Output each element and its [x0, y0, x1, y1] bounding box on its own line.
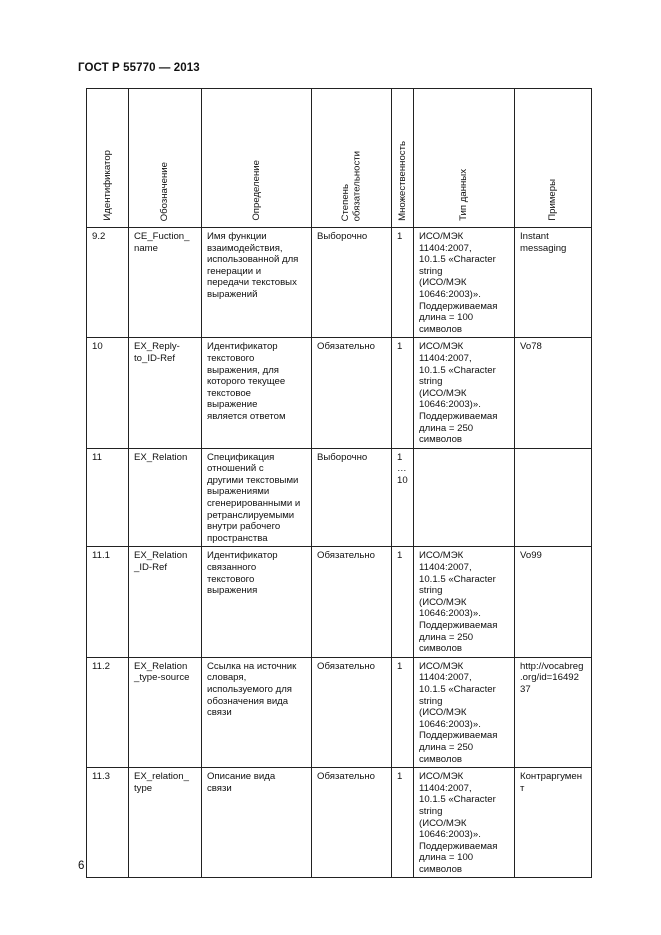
table-cell: EX_Relation: [129, 448, 202, 547]
table-row: [87, 547, 592, 657]
table-cell: ИСО/МЭК 11404:2007, 10.1.5 «Character string (ИСО/МЭК 10646:2003)». Поддерживаемая длина = 100 символов: [414, 768, 515, 878]
document-header: ГОСТ Р 55770 — 2013: [78, 62, 200, 74]
table-cell: Идентификатор связанного текстового выражения: [202, 547, 312, 657]
table-cell: Спецификация отношений с другими текстовыми выражениями сгенерированными и ретранслируемыми внутри рабочего пространства: [202, 448, 312, 547]
column-header: Идентификатор: [87, 89, 129, 228]
table-cell: Vo99: [515, 547, 592, 657]
table-cell: Обязательно: [312, 657, 392, 767]
table-cell: EX_Relation _ID-Ref: [129, 547, 202, 657]
table-cell: ИСО/МЭК 11404:2007, 10.1.5 «Character string (ИСО/МЭК 10646:2003)». Поддерживаемая длина = 250 символов: [414, 547, 515, 657]
table-cell: [515, 448, 592, 547]
table-row: [87, 338, 592, 448]
table-cell: Vo78: [515, 338, 592, 448]
column-header: Множественность: [392, 89, 414, 228]
table-row: [87, 448, 592, 547]
table-cell: 9.2: [87, 228, 129, 338]
table-cell: 11.3: [87, 768, 129, 878]
table-cell: http://vocabreg .org/id=16492 37: [515, 657, 592, 767]
column-header: Определение: [202, 89, 312, 228]
table-cell: Обязательно: [312, 338, 392, 448]
table-cell: EX_Relation _type-source: [129, 657, 202, 767]
table-cell: Имя функции взаимодействия, использованной для генерации и передачи текстовых выражений: [202, 228, 312, 338]
column-header: Тип данных: [414, 89, 515, 228]
table-cell: Instant messaging: [515, 228, 592, 338]
table-cell: EX_relation_ type: [129, 768, 202, 878]
table-cell: 11.2: [87, 657, 129, 767]
table-cell: CE_Fuction_ name: [129, 228, 202, 338]
table-cell: 10: [87, 338, 129, 448]
table-cell: 1: [392, 338, 414, 448]
table-cell: 1: [392, 657, 414, 767]
table-cell: Выборочно: [312, 448, 392, 547]
table-cell: Описание вида связи: [202, 768, 312, 878]
table-cell: ИСО/МЭК 11404:2007, 10.1.5 «Character string (ИСО/МЭК 10646:2003)». Поддерживаемая длина = 250 символов: [414, 657, 515, 767]
table-cell: 1 … 10: [392, 448, 414, 547]
table-cell: ИСО/МЭК 11404:2007, 10.1.5 «Character string (ИСО/МЭК 10646:2003)». Поддерживаемая длина = 250 символов: [414, 338, 515, 448]
table-cell: [414, 448, 515, 547]
table-row: [87, 768, 592, 878]
table-cell: Выборочно: [312, 228, 392, 338]
table-row: [87, 228, 592, 338]
table-cell: Обязательно: [312, 768, 392, 878]
table-cell: 1: [392, 547, 414, 657]
column-header: Примеры: [515, 89, 592, 228]
table-cell: ИСО/МЭК 11404:2007, 10.1.5 «Character string (ИСО/МЭК 10646:2003)». Поддерживаемая длина = 100 символов: [414, 228, 515, 338]
table-cell: Идентификатор текстового выражения, для которого текущее текстовое выражение является ответом: [202, 338, 312, 448]
table-cell: Ссылка на источник словаря, используемого для обозначения вида связи: [202, 657, 312, 767]
column-header: Обозначение: [129, 89, 202, 228]
table-cell: EX_Reply- to_ID-Ref: [129, 338, 202, 448]
table-row: [87, 657, 592, 767]
table-cell: 11: [87, 448, 129, 547]
table-cell: 1: [392, 228, 414, 338]
page-number: 6: [78, 860, 85, 872]
table-cell: Обязательно: [312, 547, 392, 657]
table-cell: 1: [392, 768, 414, 878]
table-cell: Контраргумен т: [515, 768, 592, 878]
column-header: Степень обязательности: [312, 89, 392, 228]
specification-table: [86, 88, 592, 878]
table-header-row: [87, 89, 592, 228]
table-cell: 11.1: [87, 547, 129, 657]
